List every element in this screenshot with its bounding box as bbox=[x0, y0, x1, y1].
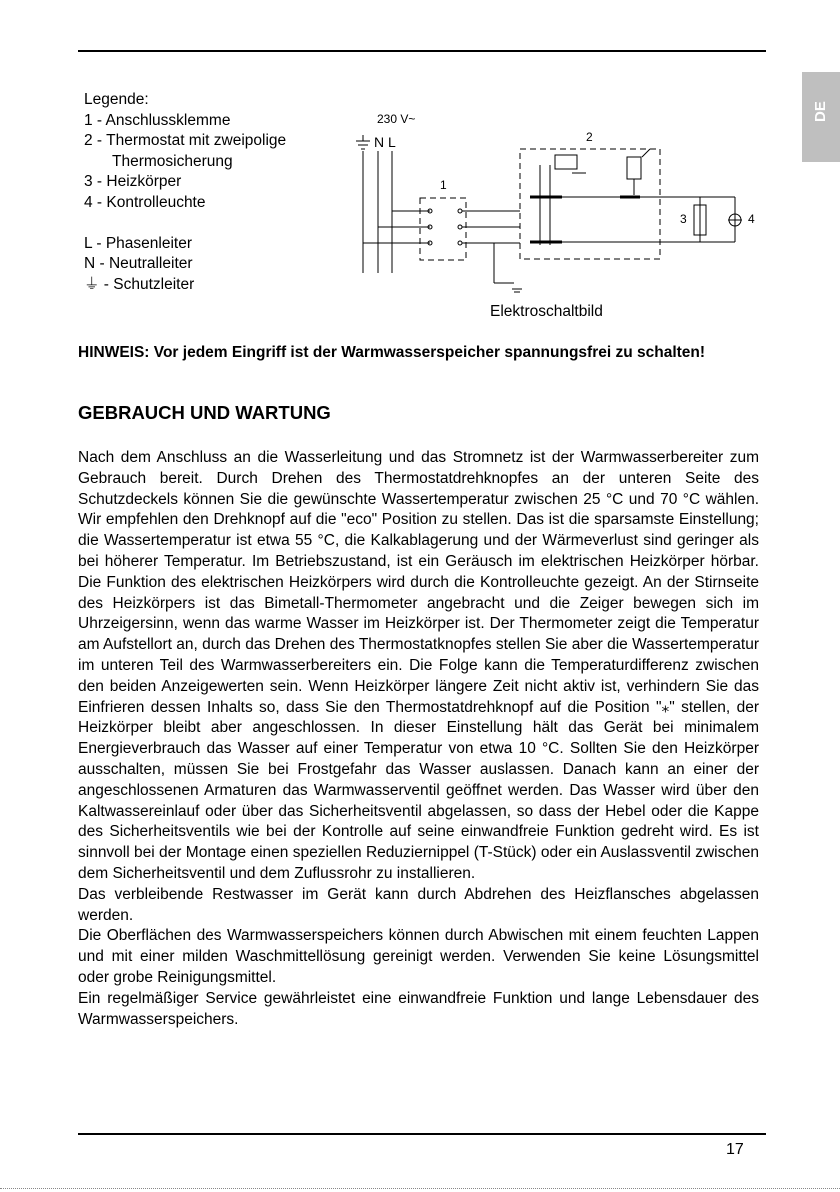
legend-item-pe: ⏚ - Schutzleiter bbox=[84, 275, 195, 293]
paragraph: Nach dem Anschluss an die Wasserleitung und das Stromnetz ist der Warmwasserbereiter zum Gebrauch bereit. Durch Drehen des Thermostatdrehknopfes an der unteren Seite des Schutzdeckels können Sie die gewünschte Wassertemperatur zwischen 25 °C und 70 °C wählen. Wir empfehlen den Drehknopf auf die "eco" Position zu stellen. Das ist die sparsamste Einstellung; die Wassertemperatur ist etwa 55 °C, die Kalkablagerung und der Wärmeverlust sind geringer als bei höherer Temperatur. Im Betriebszustand, ist ein Geräusch im elektrischen Heizkörper hörbar. Die Funktion des elektrischen Heizkörpers wird durch die Kontrolleuchte gezeigt. An der Stirnseite des Heizkörpers ist das Bimetall-Thermometer angebracht und die Zeiger bewegen sich im Uhrzeigersinn, wenn das warme Wasser im Heizkörper ist. Der Thermometer zeigt die Temperatur am Aufstellort an, durch das Drehen des Thermostatknopfes stellen Sie aber die Wassertemperatur im unteren Teil des Warmwasserbereiters ein. Die Folge kann die Temperaturdifferenz zwischen den beiden Anzeigewerten sein. Wenn Heizkörper längere Zeit nicht aktiv ist, verhindern Sie das Einfrieren dessen Inhalts so, dass Sie den Thermostatdrehknopf auf die Position "⁎" stellen, der Heizkörper bleibt aber angeschlossen. In dieser Einstellung hält das Gerät bei minimalem Energieverbrauch das Wasser auf einer Temperatur von etwa 10 °C. Sollten Sie den Heizkörper ausschalten, müssen Sie bei Frostgefahr das Wasser auslassen. Danach kann an einer der angeschlossenen Armaturen das Warmwasserventil geöffnet werden. Das Wasser wird über den Kaltwassereinlauf oder über das Sicherheitsventil abgelassen, so dass der Hebel oder die Kappe des Sicherheitsventils wie bei der Kontrolle auf seine einwandfreie Funktion gedreht wird. Es ist sinnvoll bei der Montage einen speziellen Reduziernippel (T-Stück) oder ein Auslassventil zwischen dem Sicherheitsventil und dem Zuflussrohr zu installieren. bbox=[78, 449, 759, 882]
bottom-rule bbox=[78, 1133, 766, 1135]
legend-item-4: 4 - Kontrolleuchte bbox=[84, 193, 206, 211]
legend bbox=[84, 90, 286, 295]
legend-item-2-cont: Thermosicherung bbox=[112, 152, 233, 170]
paragraph: Das verbleibende Restwasser im Gerät kann durch Abdrehen des Heizflansches abgelassen werden. bbox=[78, 885, 759, 924]
label-2: 2 bbox=[586, 130, 593, 144]
page-edge bbox=[0, 1188, 840, 1189]
terminal-labels: N L bbox=[374, 134, 396, 150]
legend-item-l: L - Phasenleiter bbox=[84, 234, 192, 252]
label-1: 1 bbox=[440, 178, 447, 192]
legend-item-1: 1 - Anschlussklemme bbox=[84, 111, 231, 129]
legend-item-3: 3 - Heizkörper bbox=[84, 173, 182, 190]
wiring-diagram bbox=[340, 105, 780, 300]
legend-title: Legende: bbox=[84, 91, 149, 108]
section-heading: GEBRAUCH UND WARTUNG bbox=[78, 402, 331, 423]
body-text bbox=[78, 448, 759, 1030]
diagram-caption: Elektroschaltbild bbox=[490, 303, 603, 320]
language-tab bbox=[802, 72, 840, 162]
top-rule bbox=[78, 50, 766, 52]
page-number: 17 bbox=[726, 1141, 744, 1158]
paragraph: Die Oberflächen des Warmwasserspeichers können durch Abwischen mit einem feuchten Lappen und mit einer milden Waschmittellösung gereinigt werden. Verwenden Sie keine Lösungsmittel oder grobe Reinigungsmittel. bbox=[78, 927, 759, 986]
legend-item-2: 2 - Thermostat mit zweipolige bbox=[84, 132, 287, 149]
voltage-label: 230 V~ bbox=[377, 112, 416, 126]
label-3: 3 bbox=[680, 212, 687, 226]
safety-notice: HINWEIS: Vor jedem Eingriff ist der Warmwasserspeicher spannungsfrei zu schalten! bbox=[78, 344, 706, 361]
paragraph: Ein regelmäßiger Service gewährleistet eine einwandfreie Funktion und lange Lebensdauer des Warmwasserspeichers. bbox=[78, 989, 759, 1028]
label-4: 4 bbox=[748, 212, 755, 226]
legend-item-n: N - Neutralleiter bbox=[84, 255, 193, 272]
language-tab-label: DE bbox=[812, 101, 829, 122]
